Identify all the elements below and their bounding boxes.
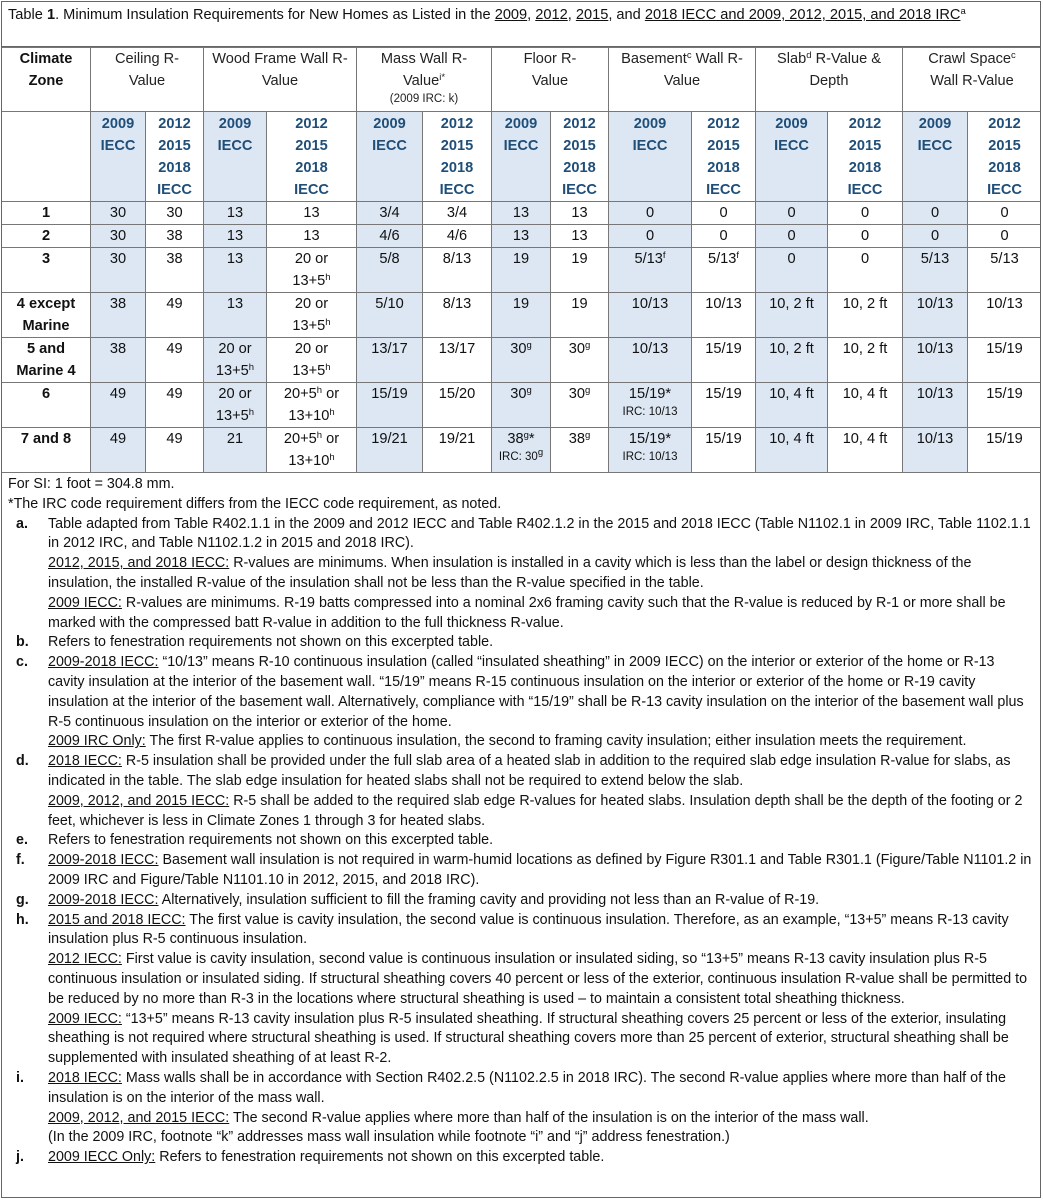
table-row bbox=[2, 338, 1042, 383]
value-cell: 19/21 bbox=[357, 428, 423, 473]
value-cell: 0 bbox=[692, 225, 756, 248]
header-year-2009: 2009 IECC bbox=[492, 112, 551, 202]
value-cell: 0 bbox=[609, 225, 692, 248]
value-cell: 15/19 bbox=[692, 428, 756, 473]
climate-zone-cell: 4 except Marine bbox=[2, 293, 91, 338]
value-cell: 30 bbox=[91, 202, 146, 225]
caption-footnote-a: a bbox=[960, 6, 966, 17]
value-cell: 10/13 bbox=[903, 293, 968, 338]
value-cell: 10, 4 ft bbox=[756, 383, 828, 428]
value-cell: 15/19 bbox=[968, 428, 1042, 473]
value-cell: 13 bbox=[267, 202, 357, 225]
header-mass-wall: Mass Wall R-Value$^{i*}$ (2009 IRC: k) bbox=[357, 48, 492, 112]
value-cell: 13 bbox=[204, 293, 267, 338]
value-cell: 0 bbox=[828, 225, 903, 248]
table-row bbox=[2, 383, 1042, 428]
value-cell: 21 bbox=[204, 428, 267, 473]
value-cell: 49 bbox=[146, 293, 204, 338]
value-cell: 8/13 bbox=[423, 248, 492, 293]
value-cell: 10/13 bbox=[903, 428, 968, 473]
footnote-c: c. 2009-2018 IECC: “10/13” means R-10 continuous insulation (called “insulated sheathing” in 2009 IECC) on the interior or exterior of the home or R-13 cavity insulation at the interior of the basement wall. “15/19” means R-15 continuous insulation on the interior or exterior of the home or R-19 cavity insulation at the interior of the basement wall. Alternatively, compliance with “15/19” shall be R-13 cavity insulation on the interior of the basement wall plus R-5 continuous insulation on the interior or exterior of the home. 2009 IRC Only: The first R-value applies to continuous insulation, the second to framing cavity insulation; either insulation meets the requirement. bbox=[16, 654, 1024, 750]
value-cell: 30$^g$ bbox=[551, 338, 609, 383]
value-cell: 10/13 bbox=[609, 293, 692, 338]
value-cell: 13 bbox=[551, 225, 609, 248]
header-ceiling: Ceiling R-Value bbox=[91, 48, 204, 112]
caption-title-rest: 2018 IECC and 2009, 2012, 2015, and 2018 IRC bbox=[644, 7, 961, 23]
value-cell: 15/20 bbox=[423, 383, 492, 428]
value-cell: 5/8 bbox=[357, 248, 423, 293]
climate-zone-cell: 1 bbox=[2, 202, 91, 225]
value-cell: 0 bbox=[968, 202, 1042, 225]
value-cell: 38 bbox=[146, 248, 204, 293]
value-cell: 5/13$^f$ bbox=[692, 248, 756, 293]
value-cell: 10/13 bbox=[903, 338, 968, 383]
footnote-d: d. 2018 IECC: R-5 insulation shall be provided under the full slab area of a heated slab in addition to the required slab edge insulation R-value for slabs, as indicated in the table. The slab edge insulation for heated slabs shall not be required to extend below the slab. 2009, 2012, and 2015 IECC: R-5 shall be added to the required slab edge R-values for heated slabs. Insulation depth shall be the depth of the footing or 2 feet, whichever is less in Climate Zones 1 through 3 for heated slabs. bbox=[16, 753, 1023, 829]
value-cell: 15/19 bbox=[357, 383, 423, 428]
value-cell: 30$^g$ bbox=[492, 338, 551, 383]
climate-zone-cell: 5 and Marine 4 bbox=[2, 338, 91, 383]
table-row bbox=[2, 225, 1042, 248]
value-cell: 10, 2 ft bbox=[828, 338, 903, 383]
value-cell: 0 bbox=[903, 225, 968, 248]
header-slab: Slab$^d$ R-Value & Depth bbox=[756, 48, 903, 112]
header-year-2012-2018: 2012 2015 2018 IECC bbox=[692, 112, 756, 202]
header-crawl-space-wall: Crawl Space$^c$ Wall R-Value bbox=[903, 48, 1042, 112]
footnote-b: b. Refers to fenestration requirements not shown on this excerpted table. bbox=[16, 634, 494, 651]
table-caption bbox=[2, 2, 1040, 47]
value-cell: 13/17 bbox=[357, 338, 423, 383]
value-cell: 20 or $13+5^h$ bbox=[204, 383, 267, 428]
value-cell: 19 bbox=[492, 293, 551, 338]
header-year-2012-2018: 2012 2015 2018 IECC bbox=[551, 112, 609, 202]
value-cell: 20 or $13+5^h$ bbox=[204, 338, 267, 383]
header-row-groups bbox=[2, 48, 1042, 112]
value-cell: 15/19 bbox=[692, 383, 756, 428]
value-cell: 4/6 bbox=[423, 225, 492, 248]
table-row bbox=[2, 248, 1042, 293]
value-cell: 38 bbox=[91, 293, 146, 338]
note-si: For SI: 1 foot = 304.8 mm. bbox=[8, 476, 175, 492]
value-cell: $20+5^h$ or $13+10^h$ bbox=[267, 383, 357, 428]
value-cell: 15/19* IRC: 10/13 bbox=[609, 428, 692, 473]
value-cell: 13 bbox=[551, 202, 609, 225]
value-cell: 5/13 bbox=[968, 248, 1042, 293]
header-climate-zone: Climate Zone bbox=[2, 48, 91, 112]
value-cell: 15/19 bbox=[968, 338, 1042, 383]
header-year-2012-2018: 2012 2015 2018 IECC bbox=[267, 112, 357, 202]
value-cell: 38 bbox=[146, 225, 204, 248]
value-cell: 10, 2 ft bbox=[756, 293, 828, 338]
caption-title-prefix: . Minimum Insulation Requirements for New Homes as Listed in the bbox=[55, 7, 495, 23]
value-cell: 10/13 bbox=[968, 293, 1042, 338]
value-cell: 19 bbox=[551, 248, 609, 293]
value-cell: 13 bbox=[492, 202, 551, 225]
table-row bbox=[2, 293, 1042, 338]
value-cell: 19 bbox=[551, 293, 609, 338]
value-cell: 13 bbox=[204, 248, 267, 293]
header-zone-blank bbox=[2, 112, 91, 202]
header-floor: Floor R-Value bbox=[492, 48, 609, 112]
value-cell: 8/13 bbox=[423, 293, 492, 338]
caption-sep-1: , bbox=[527, 7, 536, 23]
value-cell: 0 bbox=[828, 202, 903, 225]
value-cell: 38 bbox=[91, 338, 146, 383]
value-cell: 15/19 bbox=[968, 383, 1042, 428]
table-body bbox=[2, 202, 1042, 473]
header-year-2012-2018: 2012 2015 2018 IECC bbox=[146, 112, 204, 202]
value-cell: 5/10 bbox=[357, 293, 423, 338]
caption-year-2012: 2012 bbox=[535, 7, 568, 23]
value-cell: 10/13 bbox=[903, 383, 968, 428]
caption-sep-3: , and bbox=[608, 7, 645, 23]
value-cell: 0 bbox=[756, 202, 828, 225]
footnote-j: j. 2009 IECC Only: Refers to fenestration requirements not shown on this excerpted table. bbox=[16, 1149, 605, 1166]
value-cell: 13 bbox=[267, 225, 357, 248]
caption-year-2015: 2015 bbox=[575, 7, 609, 23]
value-cell: 19/21 bbox=[423, 428, 492, 473]
value-cell: $20+5^h$ or $13+10^h$ bbox=[267, 428, 357, 473]
value-cell: 30 bbox=[146, 202, 204, 225]
value-cell: 0 bbox=[756, 225, 828, 248]
header-year-2009: 2009 IECC bbox=[91, 112, 146, 202]
table-number: 1 bbox=[46, 7, 56, 23]
value-cell: 20 or $13+5^h$ bbox=[267, 293, 357, 338]
value-cell: 30 bbox=[91, 248, 146, 293]
value-cell: 19 bbox=[492, 248, 551, 293]
footnote-a: a. Table adapted from Table R402.1.1 in the 2009 and 2012 IECC and Table R402.1.2 in the 2015 and 2018 IECC (Table N1102.1 in 2009 IRC, Table 1102.1.1 in 2012 IRC, and Table N1102.1.2 in 2015 and 2018 IRC). 2012, 2015, and 2018 IECC: R-values are minimums. When insulation is installed in a cavity which is less than the label or design thickness of the insulation, the installed R-value of the insulation shall not be less than the R-value specified in the table. 2009 IECC: R-values are minimums. R-19 batts compressed into a nominal 2x6 framing cavity such that the R-value is reduced by R-1 or more shall be marked with the compressed batt R-value in addition to the full thickness R-value. bbox=[16, 515, 1031, 631]
climate-zone-cell: 6 bbox=[2, 383, 91, 428]
value-cell: 38$^g$ bbox=[551, 428, 609, 473]
value-cell: 3/4 bbox=[423, 202, 492, 225]
caption-sep-2: , bbox=[567, 7, 576, 23]
value-cell: 10/13 bbox=[692, 293, 756, 338]
value-cell: 30$^g$ bbox=[551, 383, 609, 428]
header-year-2012-2018: 2012 2015 2018 IECC bbox=[828, 112, 903, 202]
value-cell: 13 bbox=[492, 225, 551, 248]
value-cell: 30 bbox=[91, 225, 146, 248]
value-cell: 49 bbox=[146, 338, 204, 383]
value-cell: 3/4 bbox=[357, 202, 423, 225]
value-cell: 4/6 bbox=[357, 225, 423, 248]
header-year-2009: 2009 IECC bbox=[204, 112, 267, 202]
header-year-2012-2018: 2012 2015 2018 IECC bbox=[968, 112, 1042, 202]
header-year-2012-2018: 2012 2015 2018 IECC bbox=[423, 112, 492, 202]
caption-year-2009: 2009 bbox=[494, 7, 528, 23]
table-document bbox=[1, 1, 1041, 1198]
note-irc-differs: *The IRC code requirement differs from the IECC code requirement, as noted. bbox=[8, 495, 502, 512]
value-cell: 49 bbox=[91, 428, 146, 473]
header-row-years bbox=[2, 112, 1042, 202]
header-year-2009: 2009 IECC bbox=[357, 112, 423, 202]
value-cell: 10, 4 ft bbox=[756, 428, 828, 473]
insulation-table bbox=[1, 47, 1041, 473]
value-cell: 0 bbox=[828, 248, 903, 293]
table-row bbox=[2, 202, 1042, 225]
value-cell: 38$^g$* IRC: 30$^g$ bbox=[492, 428, 551, 473]
value-cell: 13/17 bbox=[423, 338, 492, 383]
value-cell: 15/19* IRC: 10/13 bbox=[609, 383, 692, 428]
value-cell: 0 bbox=[609, 202, 692, 225]
value-cell: 0 bbox=[903, 202, 968, 225]
header-year-2009: 2009 IECC bbox=[609, 112, 692, 202]
value-cell: 10, 2 ft bbox=[828, 293, 903, 338]
value-cell: 20 or $13+5^h$ bbox=[267, 338, 357, 383]
value-cell: 10/13 bbox=[609, 338, 692, 383]
footnote-h: h. 2015 and 2018 IECC: The first value is cavity insulation, the second value is continuous insulation. Therefore, as an example, “13+5” means R-13 cavity insulation plus R-5 continuous insulation. 2012 IECC: First value is cavity insulation, second value is continuous insulation or insulated siding, so “13+5” means R-13 cavity insulation plus R-5 continuous insulation or insulated siding. If structural sheathing covers 40 percent or less of the exterior, continuous insulation R-value shall be permitted to be reduced by no more than R-3 in the locations where structural sheathing is used – to maintain a consistent total sheathing thickness. 2009 IECC: “13+5” means R-13 cavity insulation plus R-5 insulated sheathing. If structural sheathing covers 25 percent or less of the exterior, insulating sheathing is not required where structural sheathing is used. If structural sheathing covers more than 25 percent of exterior, structural sheathing shall be supplemented with insulated sheathing of at least R-2. bbox=[16, 911, 1028, 1067]
value-cell: 30$^g$ bbox=[492, 383, 551, 428]
value-cell: 0 bbox=[756, 248, 828, 293]
value-cell: 5/13 bbox=[903, 248, 968, 293]
value-cell: 10, 2 ft bbox=[756, 338, 828, 383]
value-cell: 10, 4 ft bbox=[828, 428, 903, 473]
value-cell: 49 bbox=[91, 383, 146, 428]
value-cell: 49 bbox=[146, 428, 204, 473]
value-cell: 13 bbox=[204, 225, 267, 248]
header-wood-frame-wall: Wood Frame Wall R-Value bbox=[204, 48, 357, 112]
footnote-f: f. 2009-2018 IECC: Basement wall insulation is not required in warm-humid locations as defined by Figure R301.1 and Table R301.1 (Figure/Table N1101.2 in 2009 IRC and Figure/Table N1101.10 in 2012, 2015, and 2018 IRC). bbox=[16, 852, 1032, 888]
value-cell: 49 bbox=[146, 383, 204, 428]
value-cell: 15/19 bbox=[692, 338, 756, 383]
table-row bbox=[2, 428, 1042, 473]
climate-zone-cell: 7 and 8 bbox=[2, 428, 91, 473]
value-cell: 13 bbox=[204, 202, 267, 225]
climate-zone-cell: 2 bbox=[2, 225, 91, 248]
footnote-i: i. 2018 IECC: Mass walls shall be in accordance with Section R402.2.5 (N1102.2.5 in 2018 IRC). The second R-value applies where more than half of the insulation is on the interior of the mass wall. 2009, 2012, and 2015 IECC: The second R-value applies where more than half of the insulation is on the interior of the mass wall. (In the 2009 IRC, footnote “k” addresses mass wall insulation while footnote “i” and “j” address fenestration.) bbox=[16, 1069, 1006, 1146]
value-cell: 20 or $13+5^h$ bbox=[267, 248, 357, 293]
table-label: Table bbox=[8, 7, 43, 23]
value-cell: 10, 4 ft bbox=[828, 383, 903, 428]
footnote-e: e. Refers to fenestration requirements not shown on this excerpted table. bbox=[16, 832, 494, 849]
value-cell: 0 bbox=[692, 202, 756, 225]
header-year-2009: 2009 IECC bbox=[756, 112, 828, 202]
footnote-g: g. 2009-2018 IECC: Alternatively, insulation sufficient to fill the framing cavity and providing not less than an R-value of R-19. bbox=[16, 891, 820, 908]
header-year-2009: 2009 IECC bbox=[903, 112, 968, 202]
climate-zone-cell: 3 bbox=[2, 248, 91, 293]
notes-section bbox=[2, 473, 1040, 1168]
value-cell: 0 bbox=[968, 225, 1042, 248]
value-cell: 5/13$^f$ bbox=[609, 248, 692, 293]
header-basement-wall: Basement$^c$ Wall R-Value bbox=[609, 48, 756, 112]
